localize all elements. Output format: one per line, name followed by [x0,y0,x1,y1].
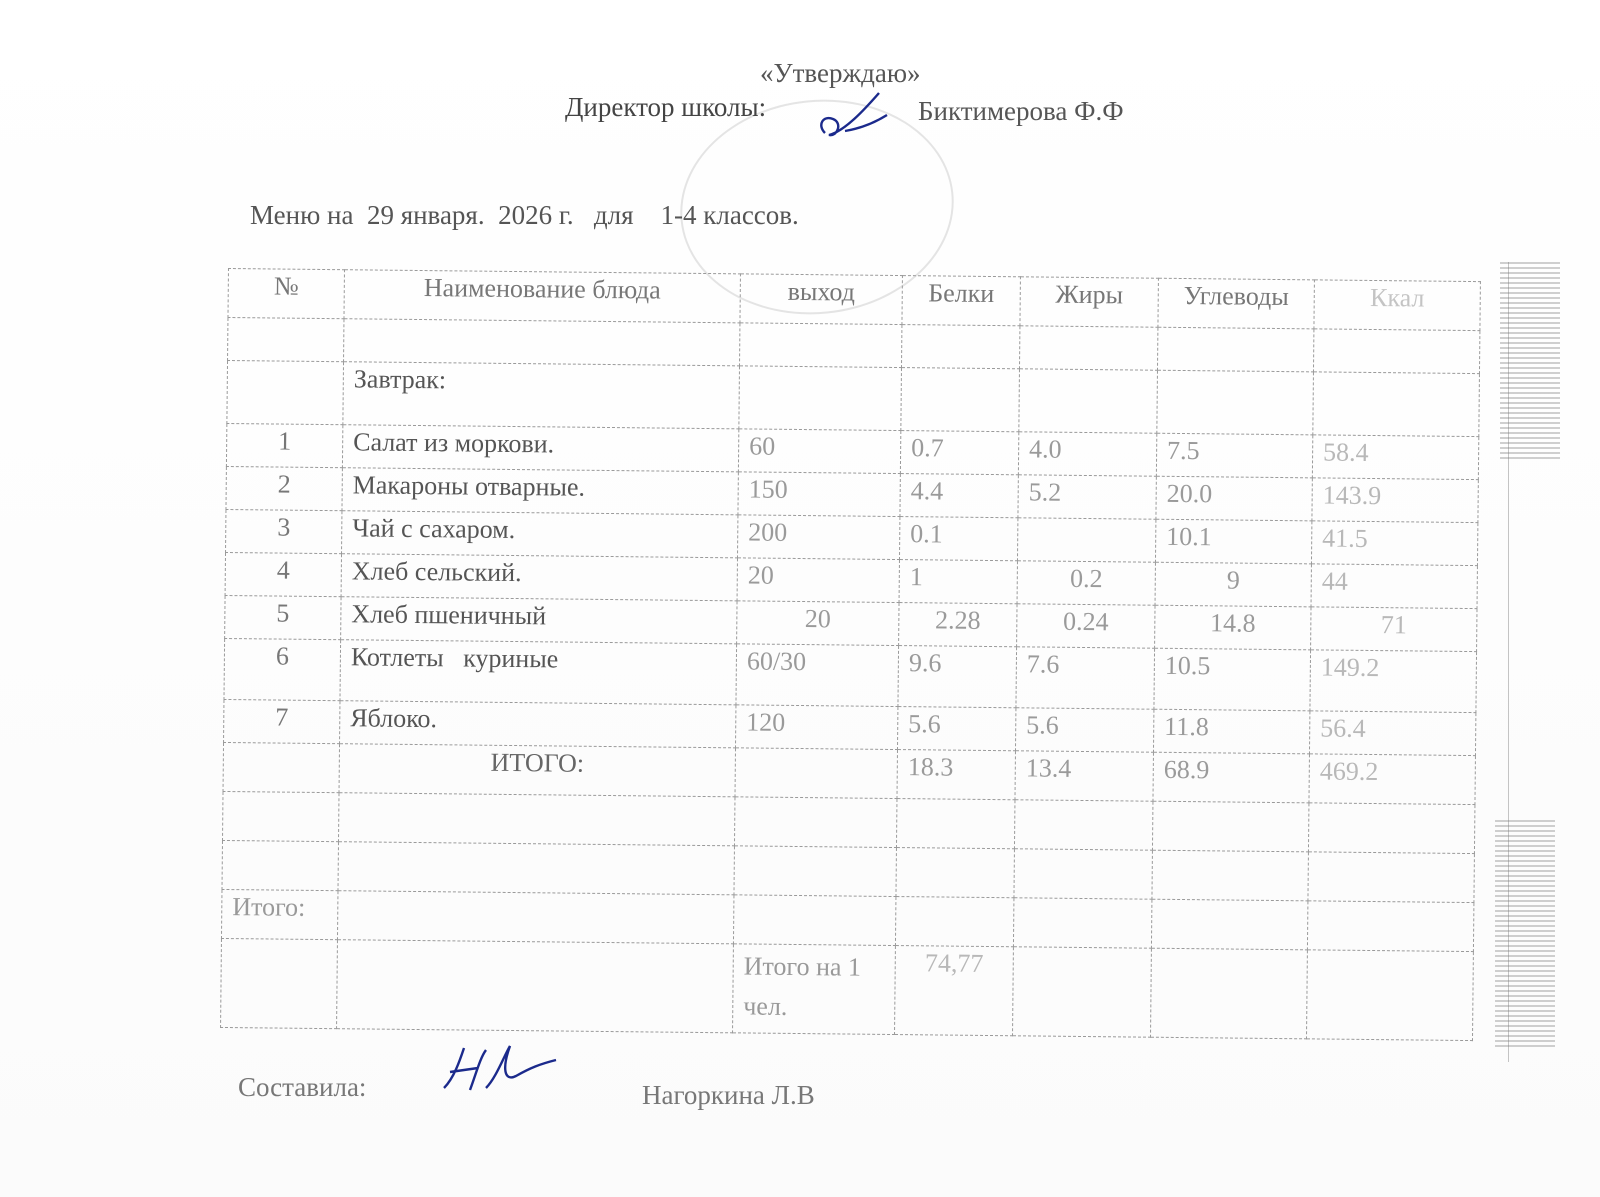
row-number: 4 [225,552,341,596]
output-value: 20 [737,558,899,603]
output-value: 150 [738,472,900,517]
carbs-value: 10.1 [1155,519,1311,564]
col-header-output: выход [740,274,903,325]
total-carbs: 68.9 [1153,752,1310,803]
output-value: 200 [737,515,899,560]
section-label: Завтрак: [343,362,740,429]
compiled-by-label: Составила: [238,1072,367,1102]
row-number: 5 [225,595,341,639]
kcal-value: 44 [1311,564,1477,609]
director-name: Биктимерова Ф.Ф [918,96,1124,126]
menu-title: Меню на 29 января. 2026 г. для 1-4 классов. [250,200,799,230]
output-value: 60 [738,429,900,474]
col-header-fat: Жиры [1020,277,1159,327]
itogo-label: Итого: [221,889,338,939]
protein-value: 0.7 [900,431,1018,475]
total-kcal: 469.2 [1309,754,1476,805]
dish-name: Макароны отварные. [342,468,738,515]
row-number: 3 [226,509,342,553]
compiler-name: Нагоркина Л.В [642,1080,815,1110]
kcal-value: 41.5 [1311,521,1477,566]
total-fat: 13.4 [1015,751,1154,801]
carbs-value: 11.8 [1153,709,1309,754]
col-header-protein: Белки [902,276,1021,326]
protein-value: 0.1 [899,517,1017,561]
dish-name: Салат из моркови. [342,425,738,472]
fat-value: 5.6 [1015,708,1153,752]
output-value: 20 [737,601,899,646]
scan-noise-bottom [1495,820,1555,1050]
protein-value: 9.6 [898,646,1017,708]
menu-table [220,268,1481,1041]
approval-heading: «Утверждаю» [760,58,921,88]
col-header-dish: Наименование блюда [344,270,740,323]
fat-value: 7.6 [1016,647,1155,709]
protein-value: 1 [899,560,1017,604]
per-person-row [221,938,1474,1040]
carbs-value: 14.8 [1155,605,1311,650]
per-person-value: 74,77 [895,946,1014,1036]
scan-noise-top [1500,262,1560,462]
col-header-carbs: Углеводы [1158,278,1315,329]
output-value: 120 [736,705,898,750]
dish-name: Чай с сахаром. [342,511,738,558]
dish-name: Яблоко. [340,701,736,748]
kcal-value: 149.2 [1310,650,1477,713]
compiler-signature [440,1038,560,1098]
fat-value [1017,518,1155,562]
protein-value: 5.6 [897,707,1015,751]
col-header-kcal: Ккал [1314,280,1481,331]
fat-value: 5.2 [1018,475,1156,519]
kcal-value: 143.9 [1312,478,1478,523]
fat-value: 0.2 [1017,561,1155,605]
output-value: 60/30 [736,644,899,707]
protein-value: 4.4 [900,474,1018,518]
carbs-value: 20.0 [1156,476,1312,521]
dish-name: Хлеб сельский. [341,554,737,601]
director-signature [815,85,895,145]
fat-value: 0.24 [1017,604,1155,648]
dish-name: Котлеты куриные [340,640,737,705]
protein-value: 2.28 [899,603,1017,647]
kcal-value: 58.4 [1312,435,1478,480]
director-label: Директор школы: [565,92,767,122]
col-header-number: № [228,269,345,319]
row-number: 6 [224,638,341,700]
carbs-value: 10.5 [1154,648,1311,711]
row-number: 2 [226,466,342,510]
row-number: 1 [226,423,342,467]
row-number: 7 [224,699,340,743]
dish-name: Хлеб пшеничный [341,597,737,644]
total-label: ИТОГО: [339,744,735,797]
carbs-value: 9 [1155,562,1311,607]
kcal-value: 56.4 [1309,711,1475,756]
kcal-value: 71 [1311,607,1477,652]
fat-value: 4.0 [1018,432,1156,476]
carbs-value: 7.5 [1156,433,1312,478]
per-person-label: Итого на 1 чел. [733,944,896,1035]
total-protein: 18.3 [897,750,1016,800]
